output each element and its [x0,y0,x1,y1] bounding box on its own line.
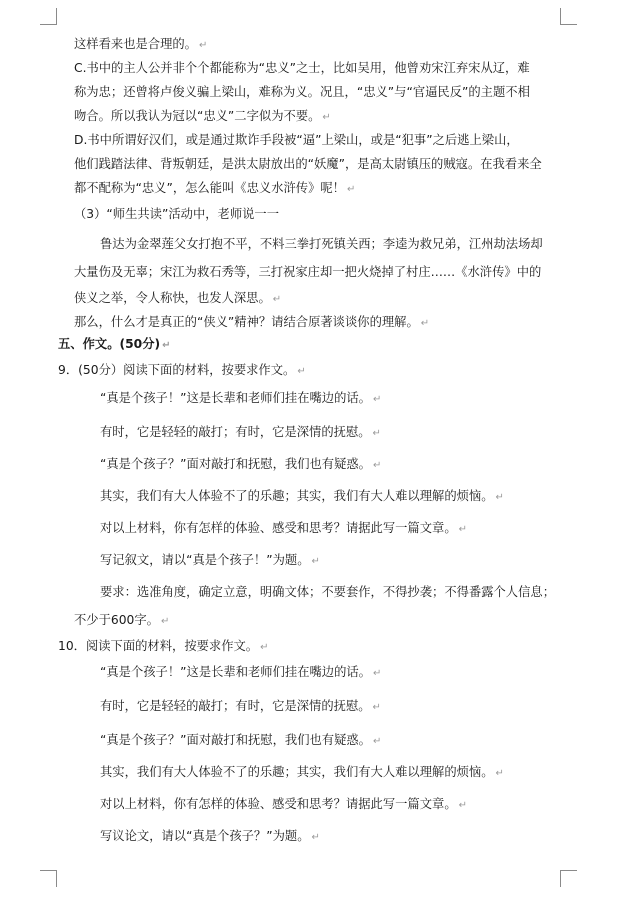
paragraph-mark-icon: ↵ [311,832,320,843]
text-line: “真是个孩子？”面对敲打和抚慰，我们也有疑惑。 ↵ [100,733,382,747]
section-heading: 五、作文。(50分) ↵ [58,337,171,351]
text-line: “真是个孩子！”这是长辈和老师们挂在嘴边的话。 ↵ [100,665,382,679]
text-line: 有时，它是轻轻的敲打；有时，它是深情的抚慰。 ↵ [100,425,381,439]
crop-mark-top-left [40,8,57,25]
paragraph-mark-icon: ↵ [372,394,382,405]
paragraph-mark-icon: ↵ [458,524,468,535]
text-line: 写议论文，请以“真是个孩子？”为题。 ↵ [100,829,320,843]
paragraph-mark-icon: ↵ [162,340,171,351]
paragraph-mark-icon: ↵ [372,460,382,471]
paragraph-mark-icon: ↵ [346,184,356,195]
text-line: “真是个孩子？”面对敲打和抚慰，我们也有疑惑。 ↵ [100,457,382,471]
text-line: 有时，它是轻轻的敲打；有时，它是深情的抚慰。 ↵ [100,699,381,713]
text-line: 鲁达为金翠莲父女打抱不平，不料三拳打死镇关西；李逵为救兄弟，江州劫法场却 [100,237,543,251]
question-heading: 10．阅读下面的材料，按要求作文。 ↵ [58,639,269,653]
text-line: D.书中所谓好汉们，或是通过欺诈手段被“逼”上梁山，或是“犯事”之后逃上梁山， [74,133,519,147]
crop-mark-bottom-left [40,870,57,887]
paragraph-mark-icon: ↵ [495,492,504,503]
text-line: 写记叙文，请以“真是个孩子！”为题。 ↵ [100,553,320,567]
text-line: 要求：选准角度，确定立意，明确文体；不要套作，不得抄袭；不得番露个人信息； [100,585,555,599]
text-line: 都不配称为“忠义”，怎么能叫《忠义水浒传》呢！ ↵ [74,181,356,195]
paragraph-mark-icon: ↵ [372,428,381,439]
paragraph-mark-icon: ↵ [160,616,170,627]
text-line: 这样看来也是合理的。 ↵ [74,37,208,51]
crop-mark-bottom-right [560,870,577,887]
paragraph-mark-icon: ↵ [372,736,382,747]
text-line: 吻合。所以我认为冠以“忠义”二字似为不要。 ↵ [74,109,331,123]
paragraph-mark-icon: ↵ [458,800,468,811]
paragraph-mark-icon: ↵ [198,40,208,51]
text-line: 其实，我们有大人体验不了的乐趣；其实，我们有大人难以理解的烦恼。 ↵ [100,489,504,503]
paragraph-mark-icon: ↵ [260,642,269,653]
text-line: C.书中的主人公并非个个都能称为“忠义”之士，比如吴用，他曾劝宋江弃宋从辽，难 [74,61,530,75]
text-line: 那么，什么才是真正的“侠义”精神？请结合原著谈谈你的理解。 ↵ [74,315,430,329]
text-line: 大量伤及无辜；宋江为救石秀等，三打祝家庄却一把火烧掉了村庄……《水浒传》中的 [74,265,542,279]
text-line: 对以上材料，你有怎样的体验、感受和思考？请据此写一篇文章。 ↵ [100,521,468,535]
text-line: （3）“师生共读”活动中，老师说一一 [74,207,280,221]
text-line: 称为忠；还曾将卢俊义骗上梁山，难称为义。况且，“忠义”与“官逼民反”的主题不相 [74,85,530,99]
paragraph-mark-icon: ↵ [311,556,320,567]
text-line: 其实，我们有大人体验不了的乐趣；其实，我们有大人难以理解的烦恼。 ↵ [100,765,504,779]
crop-mark-top-right [560,8,577,25]
text-line: 对以上材料，你有怎样的体验、感受和思考？请据此写一篇文章。 ↵ [100,797,468,811]
text-line: 不少于600字。 ↵ [74,613,170,627]
paragraph-mark-icon: ↵ [272,294,282,305]
paragraph-mark-icon: ↵ [420,318,430,329]
paragraph-mark-icon: ↵ [372,668,382,679]
text-line: “真是个孩子！”这是长辈和老师们挂在嘴边的话。 ↵ [100,391,382,405]
question-heading: 9．(50分）阅读下面的材料，按要求作文。 ↵ [58,363,306,377]
paragraph-mark-icon: ↵ [297,366,306,377]
paragraph-mark-icon: ↵ [372,702,381,713]
text-line: 他们践踏法律、背叛朝廷，是洪太尉放出的“妖魔”，是高太尉镇压的贼寇。在我看来全 [74,157,542,171]
paragraph-mark-icon: ↵ [495,768,504,779]
text-line: 侠义之举，令人称快，也发人深思。 ↵ [74,291,282,305]
paragraph-mark-icon: ↵ [322,112,331,123]
